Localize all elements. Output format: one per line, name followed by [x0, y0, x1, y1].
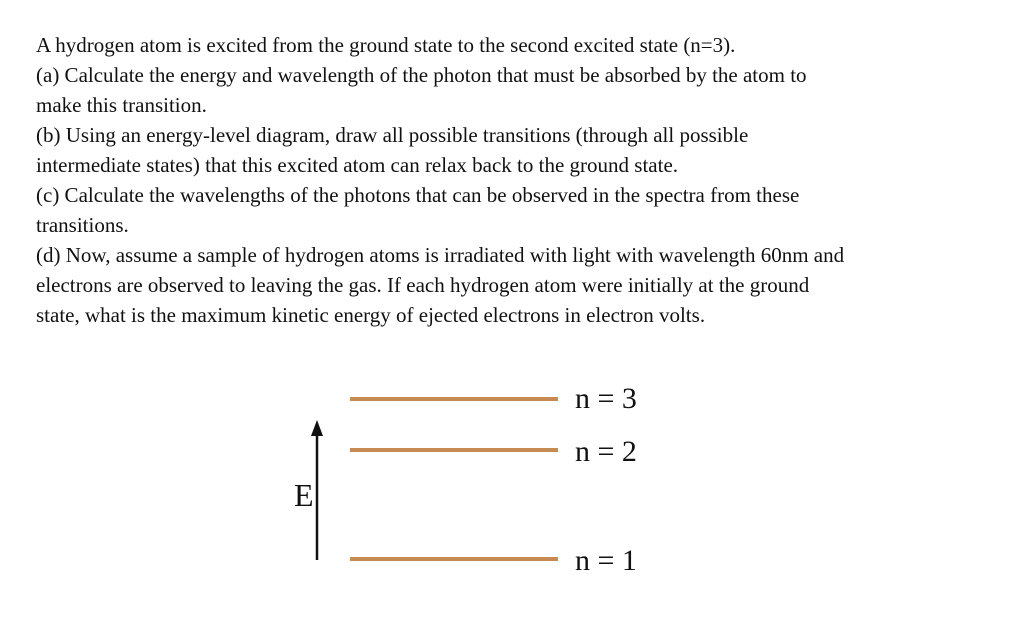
part-a-line-2: make this transition. — [36, 93, 207, 117]
part-d-line-3: state, what is the maximum kinetic energy of ejected electrons in electron volts. — [36, 303, 706, 327]
question-text — [36, 30, 996, 330]
energy-level-n2-label: n = 2 — [575, 435, 637, 468]
part-c-line-1: (c) Calculate the wavelengths of the photons that can be observed in the spectra from these — [36, 183, 800, 207]
energy-level-n1-label: n = 1 — [575, 544, 637, 577]
energy-axis-label: E — [294, 477, 314, 513]
energy-level-diagram — [270, 370, 690, 590]
part-d-line-2: electrons are observed to leaving the gas. If each hydrogen atom were initially at the ground — [36, 273, 810, 297]
part-b-line-2: intermediate states) that this excited atom can relax back to the ground state. — [36, 153, 679, 177]
part-b-line-1: (b) Using an energy-level diagram, draw all possible transitions (through all possible — [36, 123, 749, 147]
question-intro-line: A hydrogen atom is excited from the ground state to the second excited state (n=3). — [36, 33, 736, 57]
part-a-line-1: (a) Calculate the energy and wavelength of the photon that must be absorbed by the atom to — [36, 63, 807, 87]
part-d-line-1: (d) Now, assume a sample of hydrogen atoms is irradiated with light with wavelength 60nm and — [36, 243, 845, 267]
energy-level-n3-label: n = 3 — [575, 382, 637, 415]
part-c-line-2: transitions. — [36, 213, 129, 237]
